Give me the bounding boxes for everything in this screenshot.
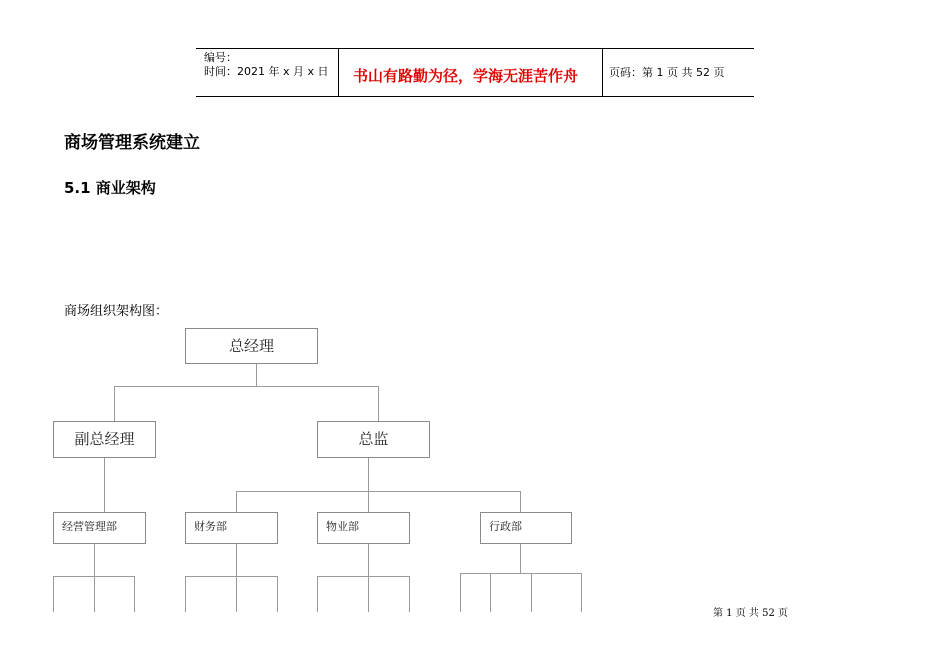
connector-to-finance bbox=[236, 491, 237, 513]
org-node-admin-dept bbox=[480, 512, 572, 544]
header-page-code: 页码：第 1 页 共 52 页 bbox=[609, 66, 725, 79]
org-node-label: 行政部 bbox=[489, 520, 522, 533]
org-node-label: 总经理 bbox=[228, 337, 274, 355]
org-node-label: 物业部 bbox=[326, 520, 359, 533]
org-node-operations-dept bbox=[53, 512, 146, 544]
connector-director-down bbox=[368, 457, 369, 491]
branch-ops-2 bbox=[94, 576, 95, 612]
header-top-border bbox=[196, 48, 754, 49]
connector-admin-down bbox=[520, 543, 521, 573]
org-node-vice-general-manager bbox=[53, 421, 156, 458]
org-node-general-manager bbox=[185, 328, 318, 364]
org-node-label: 副总经理 bbox=[74, 430, 135, 448]
branch-property-horizontal bbox=[317, 576, 410, 577]
org-node-label: 总监 bbox=[358, 430, 389, 448]
branch-admin-1 bbox=[460, 573, 461, 612]
branch-property-3 bbox=[409, 576, 410, 612]
branch-admin-horizontal bbox=[460, 573, 582, 574]
connector-to-vice-gm bbox=[114, 386, 115, 422]
branch-admin-4 bbox=[581, 573, 582, 612]
document-time-label: 时间：2021 年 x 月 x 日 bbox=[204, 65, 329, 78]
org-chart-caption: 商场组织架构图： bbox=[64, 304, 169, 319]
header-divider-right bbox=[602, 48, 603, 97]
connector-vice-gm-down bbox=[104, 457, 105, 513]
branch-property-1 bbox=[317, 576, 318, 612]
connector-ops-down bbox=[94, 543, 95, 576]
branch-finance-1 bbox=[185, 576, 186, 612]
section-heading: 5.1 商业架构 bbox=[64, 179, 156, 197]
document-number-label: 编号： bbox=[204, 51, 237, 64]
branch-finance-3 bbox=[277, 576, 278, 612]
connector-to-property bbox=[368, 491, 369, 513]
connector-to-director bbox=[378, 386, 379, 422]
connector-level3-horizontal bbox=[236, 491, 521, 492]
connector-to-admin bbox=[520, 491, 521, 513]
document-title: 商场管理系统建立 bbox=[64, 133, 200, 153]
org-node-label: 财务部 bbox=[194, 520, 227, 533]
header-divider-left bbox=[338, 48, 339, 97]
org-node-finance-dept bbox=[185, 512, 278, 544]
org-node-director bbox=[317, 421, 430, 458]
org-node-label: 经营管理部 bbox=[62, 520, 117, 533]
connector-finance-down bbox=[236, 543, 237, 576]
org-node-property-dept bbox=[317, 512, 410, 544]
branch-property-2 bbox=[368, 576, 369, 612]
connector-root-down bbox=[256, 363, 257, 386]
branch-ops-3 bbox=[134, 576, 135, 612]
branch-finance-2 bbox=[236, 576, 237, 612]
header-bottom-border bbox=[196, 96, 754, 97]
connector-property-down bbox=[368, 543, 369, 576]
branch-finance-horizontal bbox=[185, 576, 278, 577]
header-motto: 书山有路勤为径，学海无涯苦作舟 bbox=[353, 67, 579, 85]
connector-level2-horizontal bbox=[114, 386, 379, 387]
branch-admin-3 bbox=[531, 573, 532, 612]
page-footer: 第 1 页 共 52 页 bbox=[713, 608, 788, 619]
branch-ops-1 bbox=[53, 576, 54, 612]
branch-admin-2 bbox=[490, 573, 491, 612]
